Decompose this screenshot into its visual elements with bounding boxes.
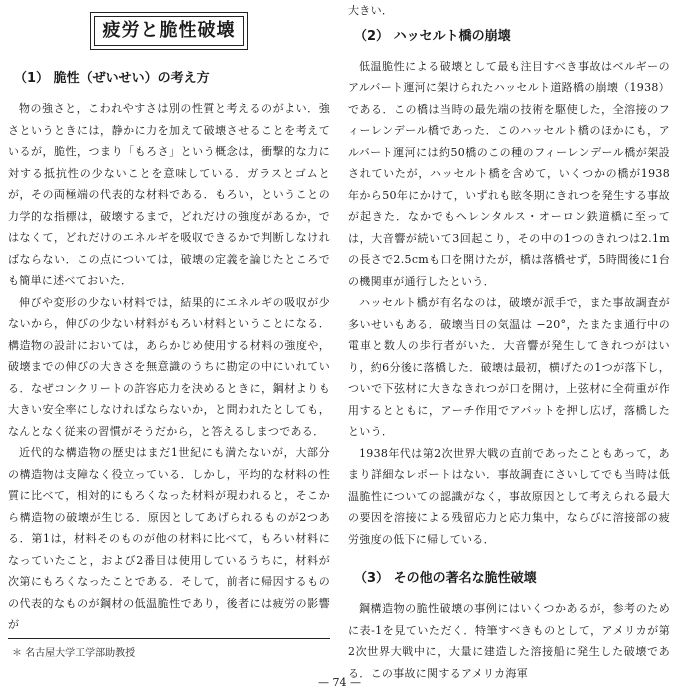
paragraph: 1938年代は第2次世界大戦の直前であったこともあって，あまり詳細なレポートはない．事故調査にさいしてでも当時は低温脆性についての認識がなく，事故原因として考えられる最大の要因を溶接による残留応力と応力集中，ならびに溶接部の疲労強度の低下に帰している． — [348, 446, 670, 546]
paragraph: 鋼構造物の脆性破壊の事例にはいくつかあるが，参考のために表-1を見ていただく．特筆すべきものとして，アメリカが第2次世界大戦中に，大量に建造した溶接船に発生した破壊である．この事故に関するアメリカ海軍 — [348, 602, 670, 680]
article-title-box — [90, 12, 248, 50]
right-column — [348, 0, 670, 680]
section-3-heading: （3） その他の著名な脆性破壊 — [354, 571, 537, 586]
paragraph: 物の強さと，こわれやすさは別の性質と考えるのがよい．強さというときには，静かに力を加えて破壊させることを考えているが，脆性，つまり「もろさ」という概念は，衝撃的な力に対する抵抗性の少ないことを意味している．ガラスとゴムとが，その両極端の代表的な材料である．もろい，ということの力学的な指標は，破壊するまで，どれだけの強度があるか，ではなくて，どれだけのエネルギを吸収できるかで判断しなければならない．この点については，破壊の定義を論じたところでも簡単に述べておいた． — [8, 102, 330, 287]
continued-text: 大きい． — [348, 4, 394, 17]
page-number: — 74 — — [318, 676, 361, 689]
footnote: ＊ 名古屋大学工学部助教授 — [12, 648, 136, 659]
article-title: 疲労と脆性破壊 — [94, 16, 244, 46]
section-2-heading: （2） ハッセルト橋の崩壊 — [354, 28, 511, 44]
paragraph: 近代的な構造物の歴史はまだ1世紀にも満たないが，大部分の構造物は支障なく役立っている．しかし，平均的な材料の性質に比べて，相対的にもろくなった材料が現われると，そこから構造物の破壊が生じる．原因としてあげられるものが2つある．第1は，材料そのものが他の材料に比べて，もろい材料になっていたこと，および2番目は使用しているうちに，材料が次第にもろくなったことである．そして，前者に帰因するものの代表的なものが鋼材の低温脆性であり，後者には疲労の影響が — [8, 446, 330, 631]
left-column — [8, 0, 330, 680]
paragraph: ハッセルト橋が有名なのは，破壊が派手で，また事故調査が多いせいもある．破壊当日の気温は −20°，たまたま通行中の電車と数人の歩行者がいた．大音響が発生してきれつがはいり，約6分後に落橋した．破壊は最初，横げたの1つが落下し，ついで下弦材に大きなきれつが口を開け，上弦材に全荷重が作用するとともに，アーチ作用でアバットを押し広げ，落橋したという． — [348, 296, 670, 438]
footnote-divider — [8, 638, 330, 639]
section-1-heading: （1） 脆性（ぜいせい）の考え方 — [14, 71, 210, 86]
paragraph: 伸びや変形の少ない材料では，結果的にエネルギの吸収が少ないから，伸びの少ない材料がもろい材料ということになる．構造物の設計においては，あらかじめ使用する材料の強度や，破壊までの伸びの大きさを無意識のうちに勘定の中にいれている．なぜコンクリートの許容応力を決めるときに，鋼材よりも大きい安全率にしなければならないか，と問われたとしても，なんとなく従来の習慣がそうだから，と答えるしまつである． — [8, 295, 330, 438]
paragraph: 低温脆性による破壊として最も注目すべき事故はベルギーのアルバート運河に架けられたハッセルト道路橋の崩壊（1938）である．この橋は当時の最先端の技術を駆使した，全溶接のフィーレンデール橋であった．このハッセルト橋のほかにも，アルバート運河には約50橋のこの種のフィーレンデール橋が架設されていたが，ハッセルト橋を含めて，いくつかの橋が1938年から50年にかけて，いずれも眩冬期にきれつを発生する事故が起きた．なかでもヘレンタルス・オーロン鉄道橋に至っては，大音響が続いて3回起こり，その中の1つのきれつは2.1mの長さで2.5cmも口を開けたが，橋は落橋せず，5時間後に1台の機関車が通行したという． — [348, 59, 670, 288]
